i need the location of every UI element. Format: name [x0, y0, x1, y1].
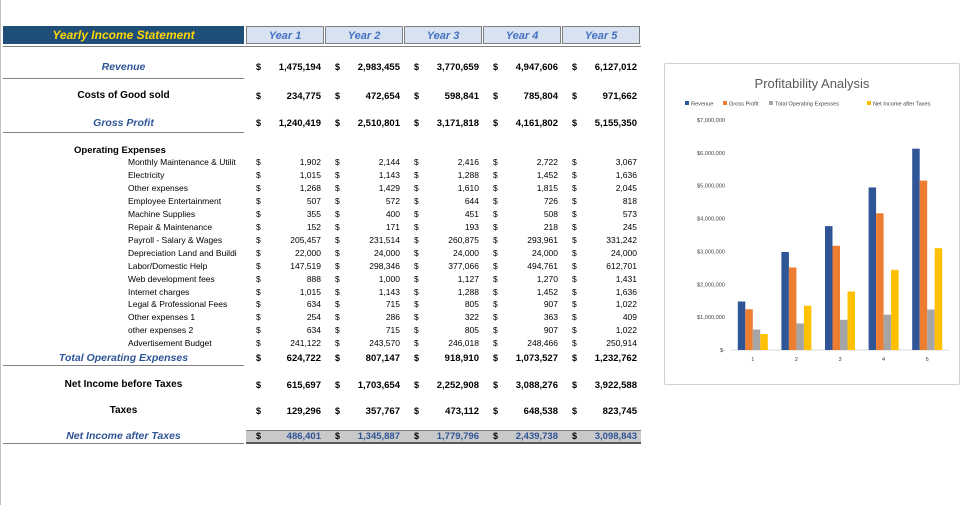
- opex-item-value: 1,636: [615, 286, 637, 297]
- opex-item-value: 1,452: [536, 169, 558, 180]
- bar-revenue: [869, 187, 877, 350]
- opex-item-value: 331,242: [606, 234, 637, 245]
- opex-item-label: Payroll - Salary & Wages: [128, 234, 223, 245]
- opex-item-currency: $: [414, 195, 419, 206]
- opex-item-value: 24,000: [611, 247, 637, 258]
- opex-item-value: 1,288: [457, 169, 479, 180]
- cogs-currency-3: $: [414, 91, 420, 101]
- opex-item-currency: $: [256, 247, 261, 258]
- opex-item-value: 494,761: [527, 260, 558, 271]
- bar-total-operating-expenses: [840, 320, 848, 350]
- opex-item-label: Repair & Maintenance: [128, 221, 213, 232]
- left-border: [0, 0, 1, 505]
- cogs-value-3: 598,841: [444, 91, 479, 102]
- opex-item-value: 246,018: [448, 338, 479, 349]
- opex-item-currency: $: [335, 234, 340, 245]
- bar-gross-profit: [745, 309, 753, 350]
- y-tick-label: $3,000,000: [697, 249, 725, 256]
- opex-item-currency: $: [493, 157, 498, 167]
- chart-svg: [665, 64, 959, 384]
- net-after-tax-value-2: 1,345,887: [357, 431, 400, 442]
- net-after-tax-value-1: 486,401: [286, 431, 321, 442]
- opex-item-value: 248,466: [527, 338, 558, 349]
- taxes-value-1: 129,296: [286, 406, 321, 417]
- opex-item-value: 241,122: [290, 338, 321, 349]
- cogs-currency-2: $: [335, 91, 341, 101]
- opex-item-value: 3,067: [615, 157, 637, 167]
- opex-item-value: 293,961: [527, 234, 558, 245]
- opex-item-value: 2,045: [615, 182, 637, 193]
- opex-item-currency: $: [335, 169, 340, 180]
- legend-label: Total Operating Expenses: [775, 101, 840, 108]
- opex-item-currency: $: [335, 273, 340, 284]
- opex-item-currency: $: [493, 338, 498, 349]
- cogs-value-4: 785,804: [523, 91, 558, 102]
- opex-item-value: 409: [622, 312, 637, 323]
- net-after-tax-currency-1: $: [256, 431, 262, 441]
- total-opex-currency-2: $: [335, 353, 341, 363]
- bar-net-income-after-taxes: [804, 306, 812, 350]
- opex-item-currency: $: [572, 286, 577, 297]
- opex-item-value: 231,514: [369, 234, 400, 245]
- bar-revenue: [825, 226, 833, 350]
- net-before-tax-currency-3: $: [414, 380, 420, 390]
- gross-profit-currency-4: $: [493, 118, 499, 128]
- opex-item-value: 1,270: [536, 273, 558, 284]
- net-after-tax-value-3: 1,779,796: [436, 431, 479, 442]
- gross-profit-value-3: 3,171,818: [436, 118, 479, 129]
- net-before-tax-value-5: 3,922,588: [594, 380, 637, 391]
- opex-item-currency: $: [335, 312, 340, 323]
- opex-item-currency: $: [493, 260, 498, 271]
- opex-item-value: 2,416: [457, 157, 479, 167]
- x-tick-label: 1: [751, 357, 755, 363]
- revenue-currency-1: $: [256, 62, 262, 72]
- opex-item-currency: $: [414, 286, 419, 297]
- opex-item-currency: $: [335, 208, 340, 219]
- opex-item-value: 888: [306, 273, 321, 284]
- opex-item-value: 400: [385, 208, 400, 219]
- opex-item-label: Machine Supplies: [128, 208, 196, 219]
- x-tick-label: 2: [794, 357, 798, 363]
- net-after-tax-currency-2: $: [335, 431, 341, 441]
- opex-item-currency: $: [414, 221, 419, 232]
- opex-item-value: 644: [464, 195, 479, 206]
- revenue-currency-2: $: [335, 62, 341, 72]
- opex-item-label: other expenses 2: [128, 325, 194, 336]
- legend-swatch: [723, 101, 727, 105]
- net-before-tax-value-4: 3,088,276: [515, 380, 558, 391]
- bar-gross-profit: [833, 246, 841, 350]
- bar-net-income-after-taxes: [935, 248, 943, 350]
- opex-item-value: 1,610: [457, 182, 479, 193]
- opex-item-currency: $: [414, 260, 419, 271]
- net-before-tax-value-1: 615,697: [286, 380, 321, 391]
- opex-item-currency: $: [493, 169, 498, 180]
- opex-item-value: 355: [306, 208, 321, 219]
- opex-item-value: 715: [385, 299, 400, 310]
- total-opex-currency-4: $: [493, 353, 499, 363]
- opex-item-value: 634: [306, 299, 321, 310]
- opex-item-currency: $: [493, 195, 498, 206]
- opex-item-value: 1,022: [615, 325, 637, 336]
- taxes-currency-4: $: [493, 406, 499, 416]
- net-after-tax-currency-3: $: [414, 431, 420, 441]
- net-after-tax-value-5: 3,098,843: [594, 431, 637, 442]
- opex-heading: Operating Expenses: [74, 145, 166, 156]
- opex-item-value: 2,722: [536, 157, 558, 167]
- opex-item-currency: $: [335, 299, 340, 310]
- total-opex-value-5: 1,232,762: [594, 353, 637, 364]
- bar-net-income-after-taxes: [760, 334, 768, 350]
- opex-item-label: Other expenses 1: [128, 312, 196, 323]
- taxes-value-3: 473,112: [445, 406, 479, 417]
- opex-item-currency: $: [493, 312, 498, 323]
- opex-item-label: Labor/Domestic Help: [128, 260, 208, 271]
- opex-item-label: Advertisement Budget: [128, 338, 212, 349]
- opex-item-currency: $: [256, 208, 261, 219]
- opex-item-currency: $: [335, 247, 340, 258]
- net-before-tax-currency-4: $: [493, 380, 499, 390]
- opex-item-value: 1,431: [615, 273, 637, 284]
- taxes-label: Taxes: [109, 405, 138, 416]
- opex-item-currency: $: [414, 273, 419, 284]
- year-header-1: Year 1: [246, 26, 324, 44]
- net-after-tax-label: Net Income after Taxes: [66, 430, 181, 442]
- opex-item-currency: $: [572, 157, 577, 167]
- legend-swatch: [685, 101, 689, 105]
- legend-swatch: [769, 101, 773, 105]
- statement-title: Yearly Income Statement: [3, 26, 244, 44]
- opex-item-currency: $: [256, 260, 261, 271]
- opex-item-currency: $: [572, 169, 577, 180]
- y-tick-label: $7,000,000: [697, 118, 725, 124]
- y-tick-label: $4,000,000: [697, 216, 725, 223]
- taxes-currency-2: $: [335, 406, 341, 416]
- gross-profit-rule: [3, 132, 244, 133]
- opex-item-label: Depreciation Land and Buildi: [128, 247, 237, 258]
- opex-item-currency: $: [414, 234, 419, 245]
- opex-item-label: Electricity: [128, 169, 165, 180]
- opex-item-value: 1,815: [536, 182, 558, 193]
- opex-item-value: 805: [464, 325, 479, 336]
- cogs-currency-4: $: [493, 91, 499, 101]
- opex-item-currency: $: [493, 299, 498, 310]
- total-opex-rule: [3, 365, 244, 366]
- opex-item-currency: $: [335, 286, 340, 297]
- opex-item-currency: $: [335, 260, 340, 271]
- opex-item-currency: $: [256, 157, 261, 167]
- net-after-tax-rule: [3, 443, 244, 444]
- revenue-currency-4: $: [493, 62, 499, 72]
- opex-item-currency: $: [493, 325, 498, 336]
- opex-item-currency: $: [414, 325, 419, 336]
- y-tick-label: $5,000,000: [697, 183, 725, 190]
- opex-item-value: 2,144: [378, 157, 400, 167]
- opex-item-currency: $: [572, 195, 577, 206]
- opex-item-currency: $: [256, 338, 261, 349]
- opex-item-value: 243,570: [369, 338, 400, 349]
- opex-item-value: 907: [543, 325, 558, 336]
- opex-item-value: 1,022: [615, 299, 637, 310]
- revenue-rule: [3, 78, 244, 79]
- cogs-value-2: 472,654: [365, 91, 400, 102]
- opex-item-value: 451: [464, 208, 479, 219]
- revenue-currency-5: $: [572, 62, 578, 72]
- net-after-tax-currency-5: $: [572, 431, 578, 441]
- taxes-value-2: 357,767: [365, 406, 400, 417]
- y-tick-label: $-: [720, 348, 725, 354]
- y-tick-label: $2,000,000: [697, 282, 725, 289]
- opex-item-currency: $: [256, 195, 261, 206]
- bar-total-operating-expenses: [796, 323, 804, 350]
- opex-item-currency: $: [256, 312, 261, 323]
- bar-revenue: [912, 149, 920, 350]
- opex-item-currency: $: [572, 260, 577, 271]
- total-opex-currency-3: $: [414, 353, 420, 363]
- opex-item-value: 1,902: [299, 157, 321, 167]
- bar-total-operating-expenses: [753, 329, 761, 350]
- opex-item-value: 715: [385, 325, 400, 336]
- gross-profit-value-4: 4,161,802: [515, 118, 558, 129]
- net-before-tax-value-3: 2,252,908: [436, 380, 479, 391]
- opex-item-value: 245: [622, 221, 637, 232]
- bar-gross-profit: [876, 213, 884, 350]
- opex-item-currency: $: [493, 208, 498, 219]
- taxes-currency-5: $: [572, 406, 578, 416]
- taxes-value-5: 823,745: [602, 406, 637, 417]
- opex-item-value: 1,636: [615, 169, 637, 180]
- opex-item-currency: $: [572, 325, 577, 336]
- net-after-tax-value-4: 2,439,738: [515, 431, 558, 442]
- opex-item-value: 1,268: [299, 182, 321, 193]
- revenue-value-3: 3,770,659: [436, 62, 479, 73]
- opex-item-value: 1,288: [457, 286, 479, 297]
- opex-item-value: 24,000: [532, 247, 558, 258]
- opex-item-value: 22,000: [295, 247, 321, 258]
- opex-item-currency: $: [256, 182, 261, 193]
- net-before-tax-currency-5: $: [572, 380, 578, 390]
- opex-item-currency: $: [493, 286, 498, 297]
- opex-item-value: 907: [543, 299, 558, 310]
- opex-item-currency: $: [493, 182, 498, 193]
- profitability-chart: [664, 63, 960, 385]
- opex-item-value: 152: [306, 221, 321, 232]
- total-opex-value-3: 918,910: [444, 353, 479, 364]
- opex-item-currency: $: [256, 286, 261, 297]
- legend-label: Gross Profit: [729, 101, 759, 108]
- taxes-currency-1: $: [256, 406, 262, 416]
- opex-item-value: 193: [464, 221, 479, 232]
- opex-item-currency: $: [493, 273, 498, 284]
- bar-net-income-after-taxes: [891, 270, 899, 350]
- gross-profit-value-2: 2,510,801: [357, 118, 400, 129]
- gross-profit-currency-5: $: [572, 118, 578, 128]
- opex-item-currency: $: [572, 208, 577, 219]
- legend-label: Revenue: [691, 101, 714, 108]
- total-opex-value-2: 807,147: [365, 353, 400, 364]
- opex-item-value: 260,875: [448, 234, 479, 245]
- year-header-2: Year 2: [325, 26, 403, 44]
- total-opex-value-1: 624,722: [286, 353, 321, 364]
- revenue-label: Revenue: [101, 61, 146, 73]
- opex-item-currency: $: [572, 247, 577, 258]
- net-before-tax-value-2: 1,703,654: [357, 380, 400, 391]
- revenue-value-4: 4,947,606: [515, 62, 558, 73]
- opex-item-value: 726: [543, 195, 558, 206]
- cogs-currency-5: $: [572, 91, 578, 101]
- chart-title: Profitability Analysis: [754, 76, 870, 91]
- gross-profit-currency-1: $: [256, 118, 262, 128]
- opex-item-currency: $: [414, 312, 419, 323]
- opex-item-currency: $: [414, 299, 419, 310]
- opex-item-currency: $: [493, 221, 498, 232]
- opex-item-label: Employee Entertainment: [128, 195, 222, 206]
- gross-profit-label: Gross Profit: [93, 117, 154, 129]
- opex-item-currency: $: [335, 157, 340, 167]
- opex-item-currency: $: [572, 221, 577, 232]
- opex-item-value: 634: [306, 325, 321, 336]
- opex-item-value: 363: [543, 312, 558, 323]
- cogs-currency-1: $: [256, 91, 262, 101]
- opex-item-label: Web development fees: [128, 273, 215, 284]
- opex-item-currency: $: [414, 208, 419, 219]
- year-header-3: Year 3: [404, 26, 482, 44]
- opex-item-currency: $: [256, 234, 261, 245]
- bar-gross-profit: [920, 181, 928, 350]
- opex-item-currency: $: [335, 325, 340, 336]
- taxes-currency-3: $: [414, 406, 420, 416]
- revenue-value-1: 1,475,194: [278, 62, 321, 73]
- opex-item-value: 1,127: [457, 273, 479, 284]
- net-before-tax-label: Net Income before Taxes: [64, 379, 183, 390]
- opex-item-currency: $: [335, 221, 340, 232]
- gross-profit-value-1: 1,240,419: [278, 118, 321, 129]
- opex-item-currency: $: [414, 169, 419, 180]
- net-before-tax-currency-2: $: [335, 380, 341, 390]
- x-tick-label: 3: [838, 357, 842, 363]
- opex-item-currency: $: [414, 182, 419, 193]
- cogs-label: Costs of Good sold: [77, 90, 170, 101]
- bar-total-operating-expenses: [927, 309, 935, 350]
- opex-item-label: Other expenses: [128, 182, 189, 193]
- opex-item-value: 507: [306, 195, 321, 206]
- year-header-4: Year 4: [483, 26, 561, 44]
- x-tick-label: 5: [925, 357, 929, 363]
- y-tick-label: $1,000,000: [697, 315, 725, 322]
- opex-item-value: 171: [385, 221, 400, 232]
- opex-item-currency: $: [414, 338, 419, 349]
- opex-item-value: 250,914: [606, 338, 637, 349]
- gross-profit-currency-3: $: [414, 118, 420, 128]
- opex-item-value: 508: [543, 208, 558, 219]
- opex-item-value: 254: [306, 312, 321, 323]
- revenue-currency-3: $: [414, 62, 420, 72]
- total-opex-currency-1: $: [256, 353, 262, 363]
- opex-item-value: 572: [385, 195, 400, 206]
- opex-item-currency: $: [414, 157, 419, 167]
- opex-item-currency: $: [414, 247, 419, 258]
- opex-item-value: 24,000: [374, 247, 400, 258]
- bar-net-income-after-taxes: [848, 292, 856, 350]
- opex-item-currency: $: [256, 221, 261, 232]
- opex-item-currency: $: [256, 299, 261, 310]
- gross-profit-value-5: 5,155,350: [594, 118, 637, 129]
- opex-item-currency: $: [493, 234, 498, 245]
- opex-item-currency: $: [572, 312, 577, 323]
- opex-item-value: 612,701: [606, 260, 637, 271]
- legend-label: Net Income after Taxes: [873, 101, 931, 108]
- opex-item-currency: $: [572, 182, 577, 193]
- total-opex-value-4: 1,073,527: [515, 353, 558, 364]
- opex-item-currency: $: [493, 247, 498, 258]
- opex-item-currency: $: [572, 273, 577, 284]
- opex-item-value: 1,015: [299, 169, 321, 180]
- cogs-value-1: 234,775: [286, 91, 321, 102]
- bar-total-operating-expenses: [884, 315, 892, 350]
- total-opex-currency-5: $: [572, 353, 578, 363]
- opex-item-value: 805: [464, 299, 479, 310]
- legend-swatch: [867, 101, 871, 105]
- y-tick-label: $6,000,000: [697, 150, 725, 157]
- opex-item-currency: $: [572, 234, 577, 245]
- opex-item-currency: $: [335, 195, 340, 206]
- opex-item-currency: $: [256, 273, 261, 284]
- opex-item-currency: $: [572, 338, 577, 349]
- opex-item-value: 205,457: [290, 234, 321, 245]
- bar-gross-profit: [789, 268, 797, 350]
- opex-item-value: 286: [385, 312, 400, 323]
- gross-profit-currency-2: $: [335, 118, 341, 128]
- revenue-value-5: 6,127,012: [594, 62, 637, 73]
- opex-item-currency: $: [335, 338, 340, 349]
- opex-item-value: 1,143: [378, 286, 400, 297]
- opex-item-value: 1,452: [536, 286, 558, 297]
- opex-item-value: 1,143: [378, 169, 400, 180]
- year-header-5: Year 5: [562, 26, 640, 44]
- cogs-value-5: 971,662: [602, 91, 637, 102]
- opex-item-value: 818: [622, 195, 637, 206]
- opex-item-value: 322: [464, 312, 479, 323]
- opex-item-currency: $: [335, 182, 340, 193]
- taxes-value-4: 648,538: [523, 406, 558, 417]
- opex-item-value: 218: [543, 221, 558, 232]
- opex-item-value: 1,015: [299, 286, 321, 297]
- total-opex-label: Total Operating Expenses: [58, 352, 189, 364]
- bar-revenue: [781, 252, 789, 350]
- opex-item-label: Legal & Professional Fees: [128, 299, 228, 310]
- opex-item-value: 1,000: [378, 273, 400, 284]
- opex-item-value: 147,519: [290, 260, 321, 271]
- opex-item-currency: $: [572, 299, 577, 310]
- opex-item-currency: $: [256, 169, 261, 180]
- header-divider: [3, 46, 641, 47]
- opex-item-label: Monthly Maintenance & Utilit: [128, 157, 236, 167]
- x-tick-label: 4: [882, 357, 886, 363]
- opex-item-value: 298,346: [369, 260, 400, 271]
- opex-item-value: 1,429: [378, 182, 400, 193]
- net-before-tax-currency-1: $: [256, 380, 262, 390]
- opex-item-currency: $: [256, 325, 261, 336]
- revenue-value-2: 2,983,455: [357, 62, 400, 73]
- opex-item-value: 24,000: [453, 247, 479, 258]
- opex-item-label: Internet charges: [128, 286, 190, 297]
- net-after-tax-currency-4: $: [493, 431, 499, 441]
- opex-item-value: 573: [622, 208, 637, 219]
- opex-item-value: 377,066: [448, 260, 479, 271]
- bar-revenue: [738, 302, 746, 350]
